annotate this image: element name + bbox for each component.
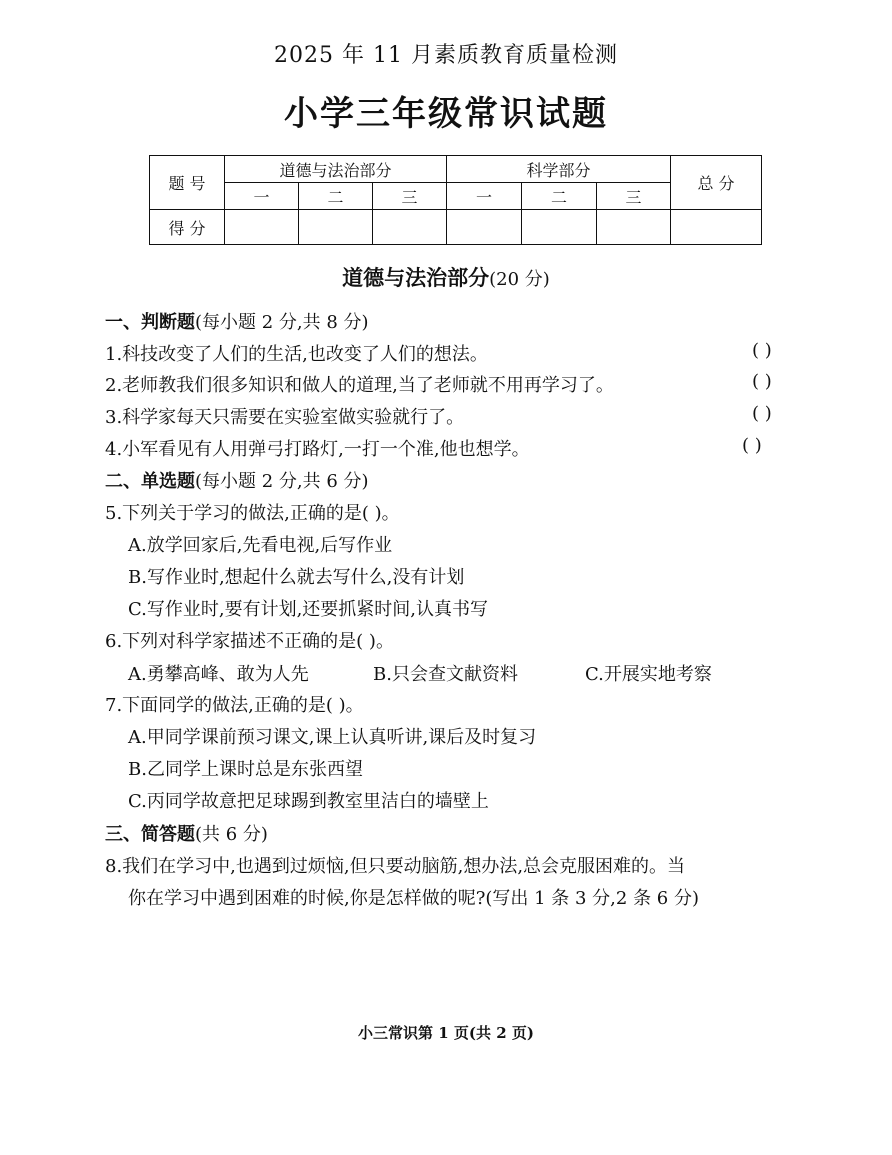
score-table-sub-header: 一 <box>447 183 522 210</box>
part3-heading-note: (共 6 分) <box>195 824 268 845</box>
part2-heading-note: (每小题 2 分,共 6 分) <box>195 471 369 492</box>
part1-heading-note: (每小题 2 分,共 8 分) <box>195 312 369 333</box>
q5-option-c: C.写作业时,要有计划,还要抓紧时间,认真书写 <box>128 599 489 620</box>
score-table-group-science: 科学部分 <box>447 156 671 183</box>
score-table-sub-header: 一 <box>225 183 299 210</box>
q6-option-b: B.只会查文献资料 <box>373 664 518 685</box>
score-table-sub-header: 二 <box>299 183 373 210</box>
answer-blank-1[interactable]: ( ) <box>752 340 772 361</box>
section-title <box>0 262 892 292</box>
question-8-line2: 你在学习中遇到困难的时候,你是怎样做的呢?(写出 1 条 3 分,2 条 6 分) <box>128 888 699 909</box>
answer-blank-2[interactable]: ( ) <box>752 371 772 392</box>
part3-heading-text: 三、简答题 <box>105 824 195 845</box>
part2-heading-text: 二、单选题 <box>105 471 195 492</box>
question-2: 2.老师教我们很多知识和做人的道理,当了老师就不用再学习了。 <box>105 375 614 396</box>
part1-heading-text: 一、判断题 <box>105 312 195 333</box>
score-table <box>149 155 762 245</box>
score-cell[interactable] <box>597 210 671 245</box>
exam-title: 小学三年级常识试题 <box>284 94 608 134</box>
part3-heading <box>105 820 268 846</box>
q6-option-a: A.勇攀高峰、敢为人先 <box>128 664 309 685</box>
q7-option-c: C.丙同学故意把足球踢到教室里洁白的墙壁上 <box>128 791 489 812</box>
score-table-row-label: 得 分 <box>150 210 225 245</box>
score-cell[interactable] <box>299 210 373 245</box>
answer-blank-4[interactable]: ( ) <box>742 435 762 456</box>
score-table-group-ethics: 道德与法治部分 <box>225 156 447 183</box>
score-cell-total[interactable] <box>671 210 762 245</box>
q7-option-a: A.甲同学课前预习课文,课上认真听讲,课后及时复习 <box>128 727 537 748</box>
question-5: 5.下列关于学习的做法,正确的是( )。 <box>105 503 400 524</box>
q6-option-c: C.开展实地考察 <box>585 664 712 685</box>
score-table-sub-header: 三 <box>597 183 671 210</box>
section-points: (20 分) <box>489 269 550 290</box>
score-cell[interactable] <box>373 210 447 245</box>
answer-blank-3[interactable]: ( ) <box>752 403 772 424</box>
score-table-col-label: 题 号 <box>150 156 225 210</box>
page-footer: 小三常识第 1 页(共 2 页) <box>358 1024 534 1042</box>
question-3: 3.科学家每天只需要在实验室做实验就行了。 <box>105 407 465 428</box>
exam-subtitle: 2025 年 11 月素质教育质量检测 <box>274 43 618 68</box>
question-8-line1: 8.我们在学习中,也遇到过烦恼,但只要动脑筋,想办法,总会克服困难的。当 <box>105 856 686 877</box>
q5-option-a: A.放学回家后,先看电视,后写作业 <box>128 535 393 556</box>
q7-option-b: B.乙同学上课时总是东张西望 <box>128 759 363 780</box>
score-cell[interactable] <box>522 210 597 245</box>
score-cell[interactable] <box>447 210 522 245</box>
part2-heading <box>105 467 369 493</box>
question-4: 4.小军看见有人用弹弓打路灯,一打一个准,他也想学。 <box>105 439 530 460</box>
score-cell[interactable] <box>225 210 299 245</box>
question-6: 6.下列对科学家描述不正确的是( )。 <box>105 631 394 652</box>
score-table-total-label: 总 分 <box>671 156 762 210</box>
q5-option-b: B.写作业时,想起什么就去写什么,没有计划 <box>128 567 465 588</box>
part1-heading <box>105 308 369 334</box>
section-title-text: 道德与法治部分 <box>342 265 490 290</box>
score-table-sub-header: 三 <box>373 183 447 210</box>
score-table-sub-header: 二 <box>522 183 597 210</box>
question-7: 7.下面同学的做法,正确的是( )。 <box>105 695 364 716</box>
question-1: 1.科技改变了人们的生活,也改变了人们的想法。 <box>105 344 488 365</box>
